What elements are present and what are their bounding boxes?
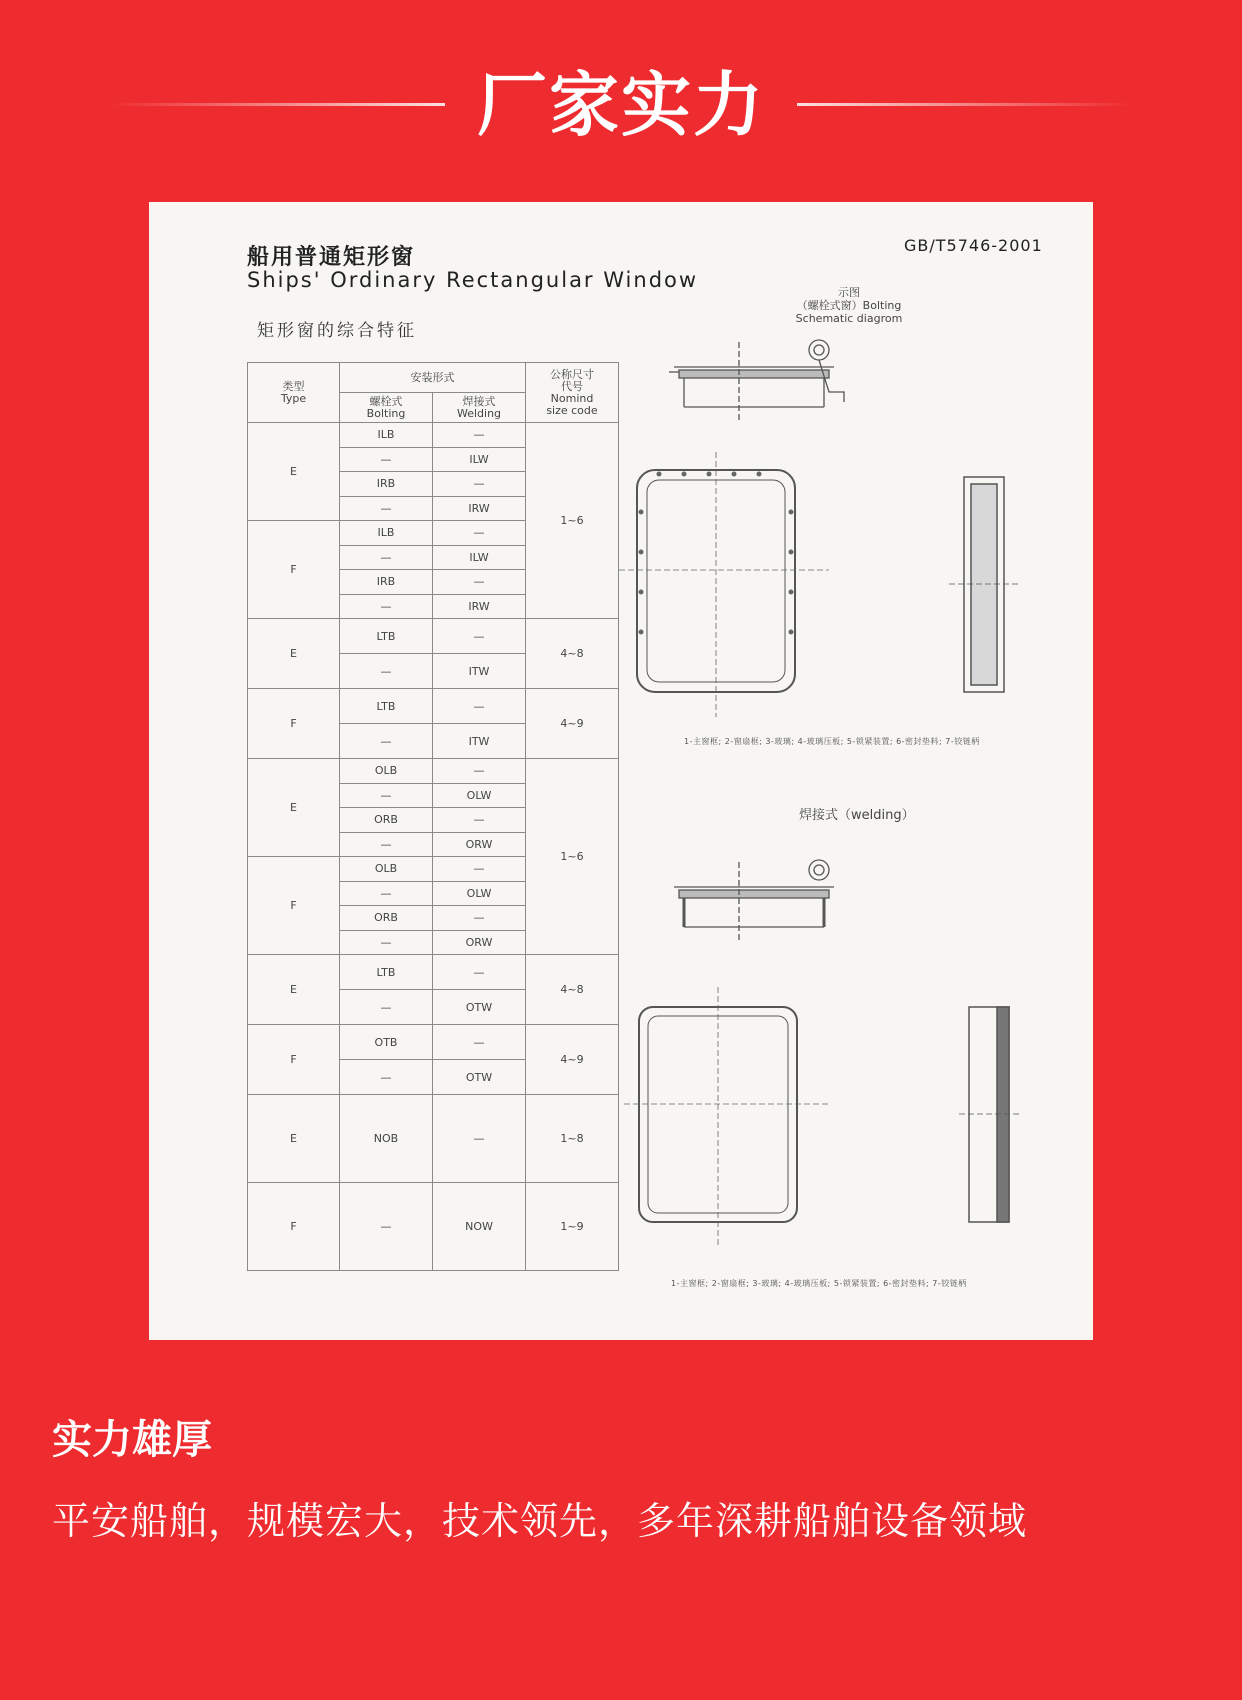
cell-welding: —	[433, 1095, 526, 1183]
cell-bolting: —	[340, 654, 433, 689]
cell-welding: —	[433, 857, 526, 882]
cell-bolting: LTB	[340, 955, 433, 990]
header-size-cn2: 代号	[561, 379, 583, 393]
cell-bolting: —	[340, 545, 433, 570]
doc-title-en: Ships' Ordinary Rectangular Window	[247, 268, 699, 292]
table-row	[248, 1025, 619, 1060]
cell-welding: —	[433, 472, 526, 497]
cell-type: F	[248, 521, 340, 619]
cell-size-code: 1~9	[526, 1183, 619, 1271]
table-row	[248, 423, 619, 448]
cell-bolting: —	[340, 832, 433, 857]
cell-bolting: NOB	[340, 1095, 433, 1183]
cell-welding: —	[433, 808, 526, 833]
bolting-legend: 1-主窗框; 2-窗扇框; 3-玻璃; 4-玻璃压板; 5-锁紧装置; 6-密封垫料; 7-铰链柄	[684, 737, 980, 746]
cell-welding: ORW	[433, 930, 526, 955]
cell-welding: —	[433, 423, 526, 448]
section-header	[0, 60, 1242, 150]
cell-welding: —	[433, 521, 526, 546]
cell-type: F	[248, 689, 340, 759]
schematic-caption-line1: 示图	[838, 286, 860, 299]
bolting-section-drawing	[669, 332, 879, 432]
cell-bolting: —	[340, 930, 433, 955]
cell-welding: —	[433, 689, 526, 724]
cell-welding: —	[433, 906, 526, 931]
schematic-caption-line3: Schematic diagrom	[795, 312, 903, 325]
cell-welding: —	[433, 955, 526, 990]
cell-size-code: 4~9	[526, 689, 619, 759]
table-row	[248, 619, 619, 654]
cell-welding: OLW	[433, 783, 526, 808]
cell-welding: IRW	[433, 594, 526, 619]
section-title: 厂家实力	[477, 64, 765, 146]
header-type	[248, 363, 340, 423]
cell-bolting: LTB	[340, 619, 433, 654]
doc-title-cn: 船用普通矩形窗	[247, 245, 416, 270]
cell-welding: —	[433, 570, 526, 595]
cell-bolting: ORB	[340, 906, 433, 931]
doc-subtitle: 矩形窗的综合特征	[257, 321, 417, 341]
table-row	[248, 689, 619, 724]
header-size-cn1: 公称尺寸	[550, 367, 594, 381]
cell-bolting: ORB	[340, 808, 433, 833]
cell-bolting: —	[340, 990, 433, 1025]
standard-number: GB/T5746-2001	[904, 236, 1043, 255]
welding-front-drawing	[624, 982, 834, 1252]
cell-bolting: —	[340, 594, 433, 619]
header-bolting	[340, 393, 433, 423]
cell-type: F	[248, 1025, 340, 1095]
cell-welding: ORW	[433, 832, 526, 857]
cell-welding: —	[433, 1025, 526, 1060]
cell-type: E	[248, 759, 340, 857]
cell-welding: —	[433, 759, 526, 784]
header-bolting-en: Bolting	[366, 406, 406, 420]
welding-label: 焊接式（welding）	[799, 808, 915, 823]
cell-welding: ITW	[433, 724, 526, 759]
cell-bolting: OLB	[340, 759, 433, 784]
schematic-caption-line2: （螺栓式窗）Bolting	[796, 299, 902, 312]
cell-bolting: LTB	[340, 689, 433, 724]
header-welding	[433, 393, 526, 423]
cell-size-code: 1~8	[526, 1095, 619, 1183]
welding-side-drawing	[959, 1002, 1019, 1232]
bolting-front-drawing	[619, 452, 839, 722]
cell-bolting: —	[340, 1060, 433, 1095]
header-type-en: Type	[280, 391, 307, 405]
cell-type: F	[248, 1183, 340, 1271]
cell-bolting: ILB	[340, 423, 433, 448]
header-size-en2: size code	[546, 403, 598, 417]
table-row	[248, 1095, 619, 1183]
cell-size-code: 1~6	[526, 423, 619, 619]
cell-welding: NOW	[433, 1183, 526, 1271]
cell-size-code: 4~8	[526, 619, 619, 689]
spec-document-image	[149, 202, 1093, 1340]
cell-size-code: 1~6	[526, 759, 619, 955]
cell-bolting: —	[340, 783, 433, 808]
header-bolting-cn: 螺栓式	[369, 394, 403, 408]
cell-size-code: 4~8	[526, 955, 619, 1025]
bolting-side-drawing	[949, 472, 1019, 702]
cell-type: E	[248, 955, 340, 1025]
header-type-cn: 类型	[282, 379, 305, 393]
welding-legend: 1-主窗框; 2-窗扇框; 3-玻璃; 4-玻璃压板; 5-锁紧装置; 6-密封垫料; 7-铰链柄	[671, 1279, 967, 1288]
cell-welding: —	[433, 619, 526, 654]
header-welding-cn: 焊接式	[462, 394, 496, 408]
cell-bolting: —	[340, 724, 433, 759]
cell-bolting: —	[340, 881, 433, 906]
cell-bolting: OLB	[340, 857, 433, 882]
cell-welding: ILW	[433, 545, 526, 570]
feature-description: 平安船舶，规模宏大，技术领先，多年深耕船舶设备领域	[52, 1499, 1028, 1543]
table-row	[248, 1183, 619, 1271]
cell-welding: ILW	[433, 447, 526, 472]
cell-type: E	[248, 619, 340, 689]
cell-bolting: —	[340, 496, 433, 521]
cell-bolting: ILB	[340, 521, 433, 546]
table-row	[248, 759, 619, 784]
cell-size-code: 4~9	[526, 1025, 619, 1095]
header-welding-en: Welding	[456, 406, 502, 420]
cell-welding: IRW	[433, 496, 526, 521]
cell-welding: OTW	[433, 1060, 526, 1095]
header-size	[526, 363, 619, 423]
cell-bolting: OTB	[340, 1025, 433, 1060]
spec-table	[247, 362, 619, 1271]
cell-bolting: —	[340, 447, 433, 472]
table-row	[248, 955, 619, 990]
schematic-caption	[789, 286, 909, 325]
cell-welding: ITW	[433, 654, 526, 689]
welding-section-drawing	[669, 852, 879, 952]
cell-bolting: IRB	[340, 472, 433, 497]
cell-bolting: —	[340, 1183, 433, 1271]
cell-type: E	[248, 423, 340, 521]
header-divider-right	[797, 103, 1132, 106]
cell-type: E	[248, 1095, 340, 1183]
feature-title: 实力雄厚	[52, 1417, 212, 1463]
header-install: 安装形式	[340, 363, 526, 393]
cell-welding: OTW	[433, 990, 526, 1025]
cell-type: F	[248, 857, 340, 955]
header-size-en1: Nomind	[550, 391, 594, 405]
cell-welding: OLW	[433, 881, 526, 906]
cell-bolting: IRB	[340, 570, 433, 595]
